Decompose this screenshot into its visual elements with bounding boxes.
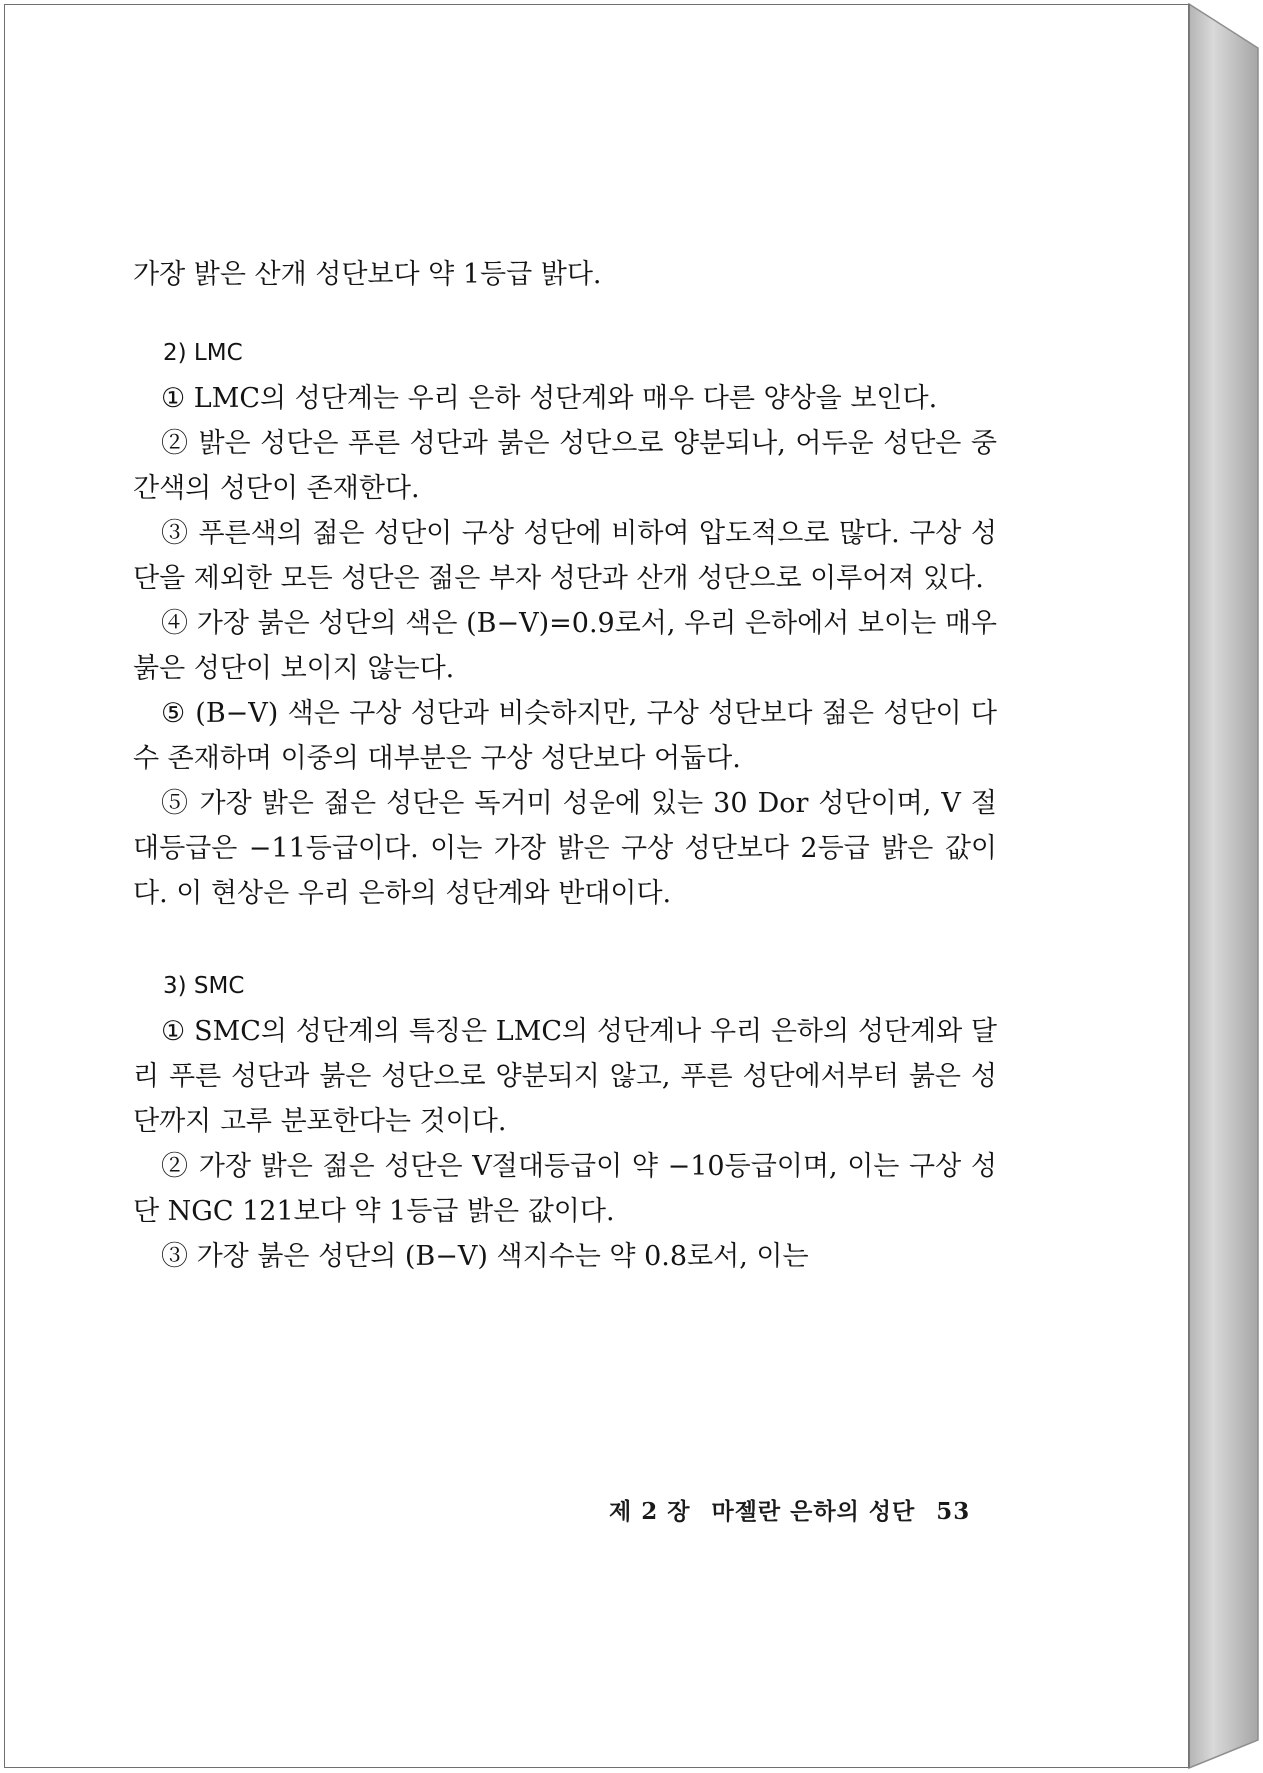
section-heading-lmc: 2) LMC <box>163 340 243 366</box>
smc-item-1: ① SMC의 성단계의 특징은 LMC의 성단계나 우리 은하의 성단계와 달리 푸른 성단과 붉은 성단으로 양분되지 않고, 푸른 성단에서부터 붉은 성단까지 고루 분포한다는 것이다. <box>133 1016 997 1137</box>
lmc-item-5: ⑤ (B−V) 색은 구상 성단과 비슷하지만, 구상 성단보다 젊은 성단이 다수 존재하며 이중의 대부분은 구상 성단보다 어둡다. <box>133 698 997 774</box>
smc-item-3: ③ 가장 붉은 성단의 (B−V) 색지수는 약 0.8로서, 이는 <box>161 1241 809 1272</box>
lmc-item-6: ⑤ 가장 밝은 젊은 성단은 독거미 성운에 있는 30 Dor 성단이며, V 절대등급은 −11등급이다. 이는 가장 밝은 구상 성단보다 2등급 밝은 값이다. 이 현상은 우리 은하의 성단계와 반대이다. <box>133 788 997 909</box>
footer-chapter: 제 2 장 <box>609 1498 691 1525</box>
lmc-item-2: ② 밝은 성단은 푸른 성단과 붉은 성단으로 양분되나, 어두운 성단은 중간색의 성단이 존재한다. <box>133 428 997 504</box>
section-heading-smc: 3) SMC <box>163 973 245 999</box>
lmc-item-4: ④ 가장 붉은 성단의 색은 (B−V)=0.9로서, 우리 은하에서 보이는 매우 붉은 성단이 보이지 않는다. <box>133 608 997 684</box>
footer-chapter-title: 마젤란 은하의 성단 <box>711 1498 916 1525</box>
smc-item-2: ② 가장 밝은 젊은 성단은 V절대등급이 약 −10등급이며, 이는 구상 성단 NGC 121보다 약 1등급 밝은 값이다. <box>133 1151 997 1227</box>
intro-line: 가장 밝은 산개 성단보다 약 1등급 밝다. <box>133 259 602 290</box>
lmc-item-3: ③ 푸른색의 젊은 성단이 구상 성단에 비하여 압도적으로 많다. 구상 성단을 제외한 모든 성단은 젊은 부자 성단과 산개 성단으로 이루어져 있다. <box>133 518 997 594</box>
lmc-item-1: ① LMC의 성단계는 우리 은하 성단계와 매우 다른 양상을 보인다. <box>161 383 938 414</box>
body-text <box>133 252 997 1279</box>
book-side-edge <box>1189 4 1258 1768</box>
footer-page-number: 53 <box>936 1498 971 1525</box>
page-footer <box>609 1493 982 1526</box>
